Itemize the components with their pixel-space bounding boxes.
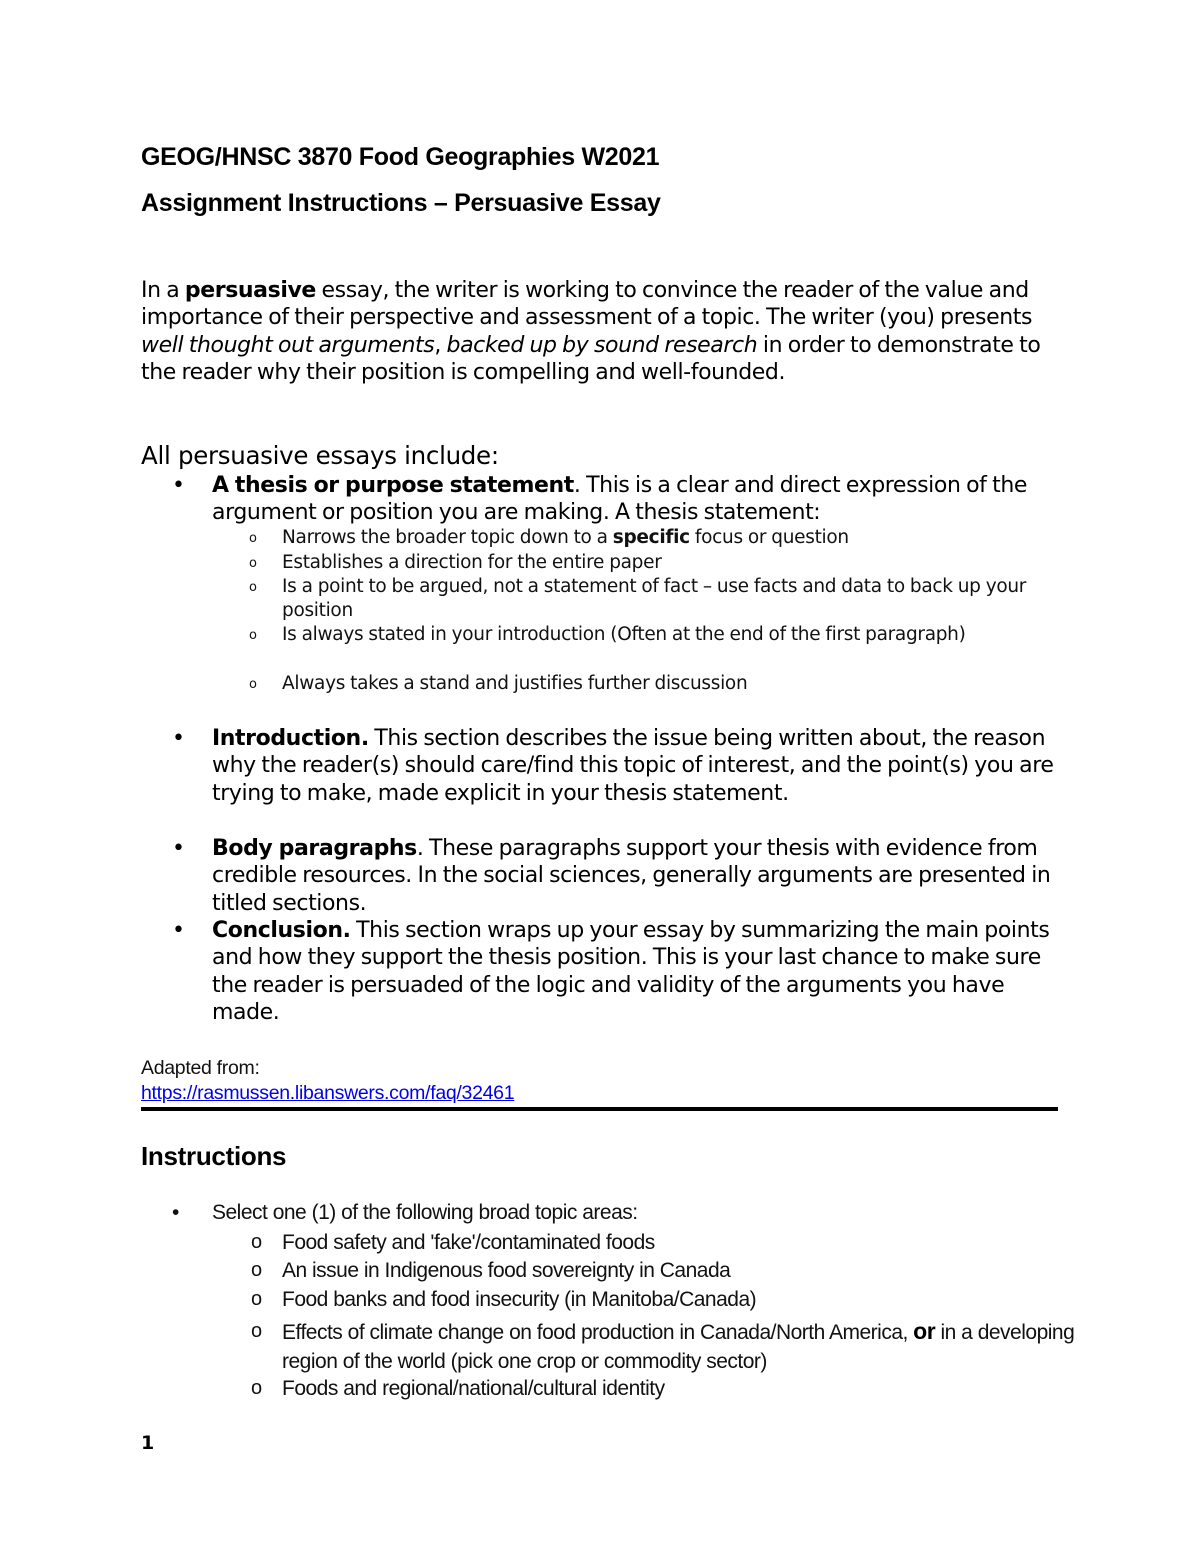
circle-bullet-icon: o (251, 1259, 262, 1281)
topic-item: o Food safety and 'fake'/contaminated foods (282, 1228, 1082, 1257)
page-number: 1 (141, 1432, 155, 1454)
thesis-label: A thesis or purpose statement (212, 473, 574, 498)
topic-item: o Food banks and food insecurity (in Manitoba/Canada) (282, 1285, 1082, 1314)
topic-item: o An issue in Indigenous food sovereignty in Canada (282, 1256, 1082, 1285)
intro-text: essay, the writer is working to convince the reader of the value and importance of their perspective and assessment of a topic. The writer (you) presents (141, 278, 1033, 331)
intro-bold-persuasive: persuasive (184, 278, 316, 303)
conclusion-label: Conclusion. (212, 918, 351, 943)
body-label: Body paragraphs (212, 836, 417, 861)
circle-bullet-icon: o (249, 556, 257, 571)
source-link[interactable]: https://rasmussen.libanswers.com/faq/32461 (141, 1082, 515, 1104)
thesis-subitem: o Always takes a stand and justifies further discussion (282, 672, 1042, 696)
intro-text: in order to demonstrate to the reader why their position is compelling and well-founded. (141, 332, 1041, 385)
intro-text: In a (141, 278, 185, 303)
introduction-label: Introduction. (212, 726, 369, 751)
thesis-subitem: o Narrows the broader topic down to a specific focus or question (282, 526, 1042, 550)
list-item-body (212, 835, 1072, 917)
list-item-introduction (212, 725, 1072, 807)
instructions-bullet: • Select one (1) of the following broad topic areas: (212, 1201, 638, 1225)
circle-bullet-icon: o (249, 628, 257, 643)
circle-bullet-icon: o (249, 677, 257, 692)
intro-text: , (434, 332, 447, 358)
circle-bullet-icon: o (249, 580, 257, 595)
circle-bullet-icon: o (249, 531, 257, 546)
circle-bullet-icon: o (251, 1231, 262, 1253)
intro-italic-arguments: well thought out arguments (141, 332, 435, 358)
introduction-text: This section describes the issue being written about, the reason why the reader(s) should care/find this topic of interest, and the point(s) you are trying to make, made explicit in your thesis statement. (212, 726, 1054, 806)
conclusion-text: This section wraps up your essay by summarizing the main points and how they support the thesis position. This is your last chance to make sure the reader is persuaded of the logic and validity of the arguments you have made. (212, 918, 1050, 1025)
list-item-thesis (212, 472, 1072, 527)
body-text: . These paragraphs support your thesis with evidence from credible resources. In the social sciences, generally arguments are presented in titled sections. (212, 836, 1051, 916)
instructions-heading: Instructions (141, 1141, 287, 1171)
course-title: GEOG/HNSC 3870 Food Geographies W2021 (141, 143, 660, 171)
thesis-subitem: o Is a point to be argued, not a statement of fact – use facts and data to back up your position (249, 576, 1027, 622)
topic-item: o Foods and regional/national/cultural identity (282, 1374, 1082, 1403)
circle-bullet-icon: o (251, 1288, 262, 1310)
thesis-text: . This is a clear and direct expression of the argument or position you are making. A thesis statement: (212, 473, 1027, 526)
intro-paragraph (141, 277, 1061, 386)
thesis-subitem: o Establishes a direction for the entire paper (282, 551, 1042, 575)
thesis-subitem: o Is always stated in your introduction (Often at the end of the first paragraph) (282, 623, 1042, 647)
intro-italic-research: backed up by sound research (446, 332, 758, 358)
circle-bullet-icon: o (251, 1377, 262, 1399)
adapted-from-label: Adapted from: (141, 1057, 260, 1079)
includes-heading: All persuasive essays include: (141, 441, 499, 470)
list-item-conclusion (212, 917, 1072, 1026)
circle-bullet-icon: o (251, 1320, 262, 1342)
section-divider (141, 1107, 1058, 1111)
topic-item: o Effects of climate change on food production in Canada/North America, or in a developing region of the world (pick one crop or commodity sector) (251, 1318, 1075, 1373)
topic-bold-or: or (913, 1318, 936, 1344)
assignment-title: Assignment Instructions – Persuasive Essay (141, 189, 661, 217)
